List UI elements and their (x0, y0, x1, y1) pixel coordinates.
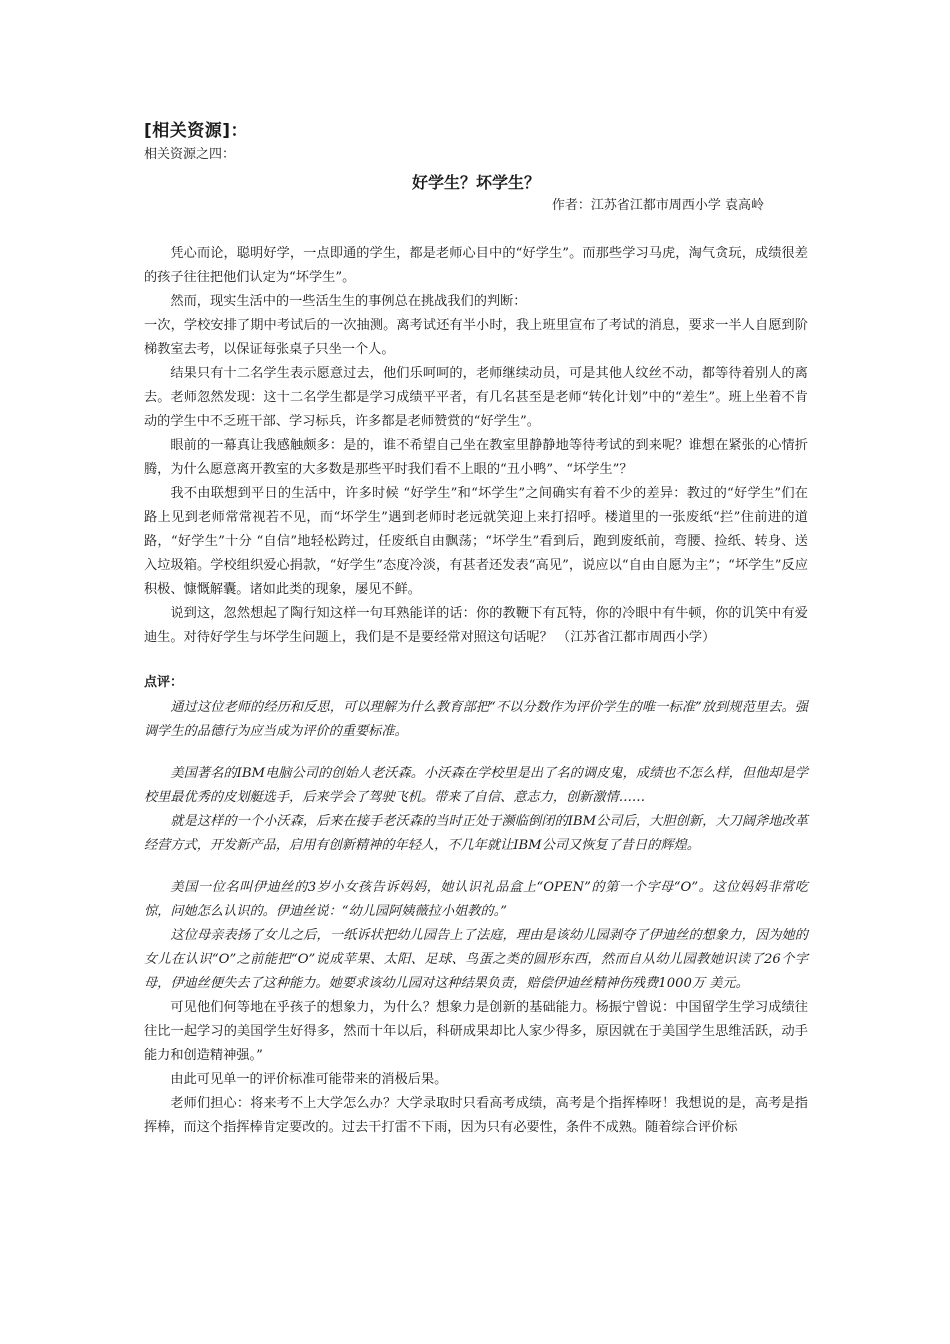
review-label: 点评： (144, 675, 184, 690)
article-paragraph: 结果只有十二名学生表示愿意过去，他们乐呵呵的，老师继续动员，可是其他人纹丝不动，都等待着别人的离去。老师忽然发现：这十二名学生都是学习成绩平平者，有几名甚至是老师“转化计划”中的“差生”。班上坐着不肯动的学生中不乏班干部、学习标兵，许多都是老师赞赏的“好学生”。 (144, 366, 808, 429)
article-author: 作者：江苏省江都市周西小学 袁高岭 (551, 198, 764, 213)
section-heading: [相关资源]： (144, 121, 249, 141)
review-paragraph: 老师们担心：将来考不上大学怎么办？大学录取时只看高考成绩，高考是个指挥棒呀！我想说的是，高考是指挥棒，而这个指挥棒肯定要改的。过去干打雷不下雨，因为只有必要性，条件不成熟。随着综合评价标 (144, 1096, 808, 1135)
article-paragraph: 一次，学校安排了期中考试后的一次抽测。离考试还有半小时，我上班里宣布了考试的消息，要求一半人自愿到阶梯教室去考，以保证每张桌子只坐一个人。 (144, 318, 808, 357)
paragraph-gap (144, 744, 808, 762)
article-title: 好学生？坏学生？ (411, 173, 540, 192)
article-paragraph: 眼前的一幕真让我感触颇多：是的，谁不希望自己坐在教室里静静地等待考试的到来呢？谁想在紧张的心情折腾，为什么愿意离开教室的大多数是那些平时我们看不上眼的“丑小鸭”、“坏学生”？ (144, 438, 808, 477)
article-paragraph: 凭心而论，聪明好学，一点即通的学生，都是老师心目中的“好学生”。而那些学习马虎，淘气贪玩，成绩很差的孩子往往把他们认定为“坏学生”。 (144, 246, 808, 285)
article-paragraph: 然而，现实生活中的一些活生生的事例总在挑战我们的判断： (170, 294, 527, 309)
review-paragraph: 由此可见单一的评价标准可能带来的消极后果。 (170, 1072, 448, 1087)
document-page (144, 118, 808, 1140)
review-paragraph: 通过这位老师的经历和反思，可以理解为什么教育部把“不以分数作为评价学生的唯一标准”放到规范里去。强调学生的品德行为应当成为评价的重要标准。 (144, 700, 808, 739)
paragraph-gap (144, 858, 808, 876)
review-paragraph: 美国著名的IBM电脑公司的创始人老沃森。小沃森在学校里是出了名的调皮鬼，成绩也不怎么样，但他却是学校里最优秀的皮划艇选手，后来学会了驾驶飞机。带来了自信、意志力，创新激情…… (144, 766, 808, 805)
review-paragraph: 美国一位名叫伊迪丝的3岁小女孩告诉妈妈，她认识礼品盒上“OPEN”的第一个字母“O”。这位妈妈非常吃惊，问她怎么认识的。伊迪丝说：“幼儿园阿姨薇拉小姐教的。” (144, 880, 808, 919)
article-paragraph: 我不由联想到平日的生活中，许多时候 “好学生”和“坏学生”之间确实有着不少的差异：教过的“好学生”们在路上见到老师常常视若不见，而“坏学生”遇到老师时老远就笑迎上来打招呼。楼道里的一张废纸“拦”住前进的道路，“好学生”十分 “自信”地轻松跨过，任废纸自由飘荡；“坏学生”看到后，跑到废纸前，弯腰、捡纸、转身、送入垃圾箱。学校组织爱心捐款，“好学生”态度冷淡，有甚者还发表“高见”，说应以“自由自愿为主”；“坏学生”反应积极、慷慨解囊。诸如此类的现象，屡见不鲜。 (144, 486, 808, 597)
review-paragraph: 可见他们何等地在乎孩子的想象力，为什么？想象力是创新的基础能力。杨振宁曾说：中国留学生学习成绩往往比一起学习的美国学生好得多，然而十年以后，科研成果却比人家少得多，原因就在于美国学生思维活跃，动手能力和创造精神强。” (144, 1000, 808, 1063)
review-paragraph: 就是这样的一个小沃森，后来在接手老沃森的当时正处于濒临倒闭的IBM公司后，大胆创新，大刀阔斧地改革经营方式，开发新产品，启用有创新精神的年轻人，不几年就让IBM公司又恢复了昔日的辉煌。 (144, 814, 808, 853)
review-paragraph: 这位母亲表扬了女儿之后，一纸诉状把幼儿园告上了法庭，理由是该幼儿园剥夺了伊迪丝的想象力，因为她的女儿在认识“O”之前能把“O”说成苹果、太阳、足球、鸟蛋之类的圆形东西，然而自从幼儿园教她识读了26个字母，伊迪丝便失去了这种能力。她要求该幼儿园对这种结果负责，赔偿伊迪丝精神伤残费1000万 美元。 (144, 928, 808, 991)
article-paragraph: 说到这，忽然想起了陶行知这样一句耳熟能详的话：你的教鞭下有瓦特，你的冷眼中有牛顿，你的讥笑中有爱迪生。对待好学生与坏学生问题上，我们是不是要经常对照这句话呢？ （江苏省江都市周西小学） (144, 606, 808, 645)
section-subheading: 相关资源之四： (144, 147, 236, 162)
